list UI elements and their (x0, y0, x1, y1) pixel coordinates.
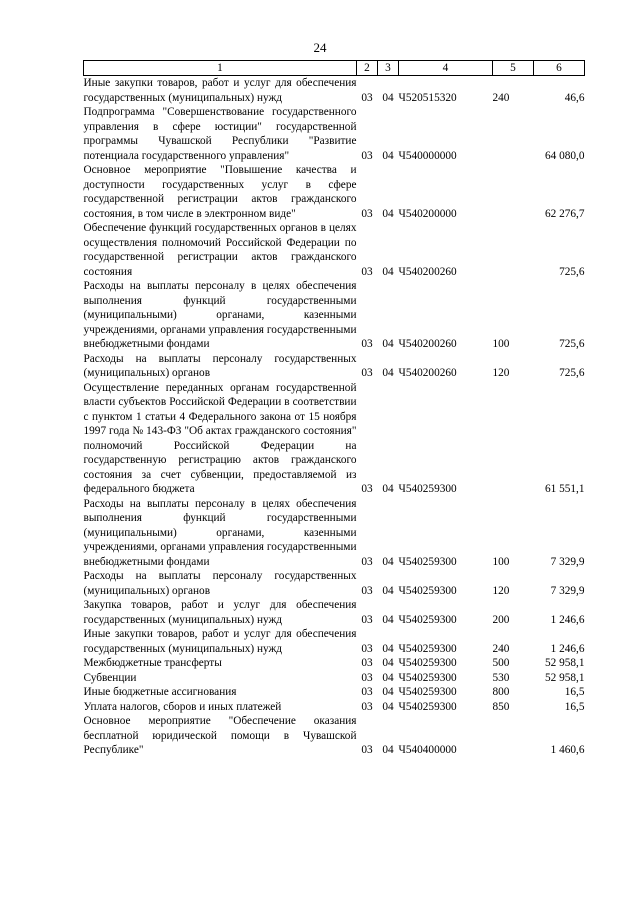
table-row (84, 700, 585, 715)
row-amount: 1 246,6 (550, 642, 585, 655)
row-section: 03 (361, 91, 373, 104)
header-col-2: 2 (357, 61, 378, 76)
table-row (84, 714, 585, 758)
table-row (84, 105, 585, 163)
row-target-code: Ч540259300 (398, 584, 457, 597)
row-section: 03 (361, 338, 373, 350)
row-name: Расходы на выплаты персоналу государственных (муниципальных) органов (83, 570, 357, 597)
header-col-4: 4 (399, 61, 493, 76)
row-section: 03 (361, 207, 373, 220)
row-section: 03 (361, 642, 373, 655)
row-section: 03 (361, 744, 373, 756)
header-col-3: 3 (378, 61, 399, 76)
row-target-code: Ч540259300 (398, 642, 457, 655)
row-name: Осуществление переданных органам государственной власти субъектов Российской Федерации в соответствии с пунктом 1 статьи 4 Федерального закона от 15 ноября 1997 года № 143-ФЗ "Об актах гражданского состояния" полномочий Российской Федерации на государственную регистрацию актов гражданского состояния за счет субвенции, предоставляемой из федерального бюджета (83, 381, 357, 495)
row-name: Основное мероприятие "Обеспечение оказания бесплатной юридической помощи в Чувашской Республике" (83, 715, 357, 756)
row-name: Иные бюджетные ассигнования (83, 686, 237, 698)
table-row (84, 627, 585, 656)
row-expense-type: 800 (492, 686, 510, 698)
row-section: 03 (361, 483, 373, 495)
row-subsection: 04 (382, 744, 394, 756)
row-amount: 725,6 (559, 338, 585, 350)
row-name: Расходы на выплаты персоналу в целях обеспечения выполнения функций государственными (муниципальными) органами, казенными учреждениями, органами управления государственными внебюджетными фондами (83, 280, 357, 350)
row-expense-type: 240 (492, 91, 510, 104)
row-expense-type: 850 (492, 700, 510, 713)
row-target-code: Ч540400000 (398, 744, 457, 756)
row-target-code: Ч540259300 (398, 657, 457, 669)
row-subsection: 04 (382, 584, 394, 597)
row-target-code: Ч540259300 (398, 483, 457, 495)
row-target-code: Ч540259300 (398, 686, 457, 698)
row-expense-type: 120 (492, 584, 510, 597)
row-amount: 725,6 (559, 265, 585, 278)
table-row (84, 497, 585, 570)
row-target-code: Ч540259300 (398, 700, 457, 713)
row-subsection: 04 (382, 483, 394, 495)
row-subsection: 04 (382, 207, 394, 220)
table-row (84, 279, 585, 352)
row-amount: 16,5 (564, 700, 585, 713)
row-expense-type: 240 (492, 642, 510, 655)
header-col-6: 6 (534, 61, 585, 76)
row-expense-type: 120 (492, 367, 510, 379)
table-header (84, 61, 585, 76)
row-target-code: Ч540000000 (398, 149, 457, 162)
row-name: Расходы на выплаты персоналу государственных (муниципальных) органов (83, 352, 357, 379)
row-amount: 64 080,0 (544, 149, 585, 162)
header-row (84, 61, 585, 76)
row-subsection: 04 (382, 555, 394, 568)
row-expense-type: 100 (492, 338, 510, 350)
header-col-5: 5 (493, 61, 534, 76)
row-name: Межбюджетные трансферты (83, 657, 222, 669)
table-row (84, 352, 585, 381)
row-target-code: Ч540259300 (398, 671, 457, 684)
row-amount: 62 276,7 (544, 207, 585, 220)
table-row (84, 381, 585, 497)
row-target-code: Ч540200260 (398, 265, 457, 278)
row-expense-type (493, 105, 534, 163)
row-subsection: 04 (382, 671, 394, 684)
row-section: 03 (361, 613, 373, 626)
row-name: Обеспечение функций государственных органов в целях осуществления полномочий Российской Федерации по государственной регистрации актов гражданского состояния (83, 222, 357, 278)
row-section: 03 (361, 149, 373, 162)
row-expense-type (493, 714, 534, 758)
row-subsection: 04 (382, 338, 394, 350)
row-expense-type: 200 (492, 613, 510, 626)
row-section: 03 (361, 657, 373, 669)
row-name: Иные закупки товаров, работ и услуг для обеспечения государственных (муниципальных) нужд (83, 628, 357, 655)
table-row (84, 656, 585, 671)
row-subsection: 04 (382, 265, 394, 278)
row-name: Уплата налогов, сборов и иных платежей (83, 700, 282, 713)
row-target-code: Ч540200260 (398, 367, 457, 379)
table-row (84, 221, 585, 279)
row-name: Основное мероприятие "Повышение качества и доступности государственных услуг в сфере государственной регистрации актов гражданского состояния, в том числе в электронном виде" (83, 164, 357, 220)
row-expense-type: 500 (492, 657, 510, 669)
table-row (84, 671, 585, 686)
row-target-code: Ч540259300 (398, 613, 457, 626)
row-subsection: 04 (382, 686, 394, 698)
row-name: Подпрограмма "Совершенствование государственного управления в сфере юстиции" государственной программы Чувашской Республики "Развитие потенциала государственного управления" (83, 106, 357, 162)
row-subsection: 04 (382, 367, 394, 379)
row-name: Расходы на выплаты персоналу в целях обеспечения выполнения функций государственными (муниципальными) органами, казенными учреждениями, органами управления государственными внебюджетными фондами (83, 497, 357, 568)
page-number: 24 (313, 40, 327, 55)
row-expense-type (493, 163, 534, 221)
row-amount: 52 958,1 (544, 671, 585, 684)
row-amount: 1 246,6 (550, 613, 585, 626)
row-amount: 52 958,1 (544, 657, 585, 669)
row-section: 03 (361, 265, 373, 278)
row-amount: 725,6 (559, 367, 585, 379)
row-target-code: Ч540200000 (398, 207, 457, 220)
row-subsection: 04 (382, 613, 394, 626)
row-amount: 1 460,6 (550, 744, 585, 756)
row-subsection: 04 (382, 700, 394, 713)
table-row (84, 685, 585, 700)
row-subsection: 04 (382, 657, 394, 669)
table-row (84, 76, 585, 106)
row-subsection: 04 (382, 149, 394, 162)
row-section: 03 (361, 671, 373, 684)
header-col-1: 1 (84, 61, 357, 76)
row-expense-type (493, 381, 534, 497)
row-amount: 7 329,9 (550, 584, 585, 597)
row-amount: 16,5 (564, 686, 585, 698)
row-name: Субвенции (83, 671, 137, 684)
row-section: 03 (361, 686, 373, 698)
row-amount: 61 551,1 (544, 483, 585, 495)
row-subsection: 04 (382, 642, 394, 655)
row-section: 03 (361, 555, 373, 568)
row-name: Закупка товаров, работ и услуг для обеспечения государственных (муниципальных) нужд (83, 599, 357, 626)
row-target-code: Ч520515320 (398, 91, 457, 104)
row-amount: 7 329,9 (550, 555, 585, 568)
row-expense-type (493, 221, 534, 279)
row-section: 03 (361, 700, 373, 713)
table-row (84, 163, 585, 221)
row-target-code: Ч540259300 (398, 555, 457, 568)
table-body (84, 76, 585, 758)
row-amount: 46,6 (564, 91, 585, 104)
row-target-code: Ч540200260 (398, 338, 457, 350)
row-section: 03 (361, 367, 373, 379)
row-subsection: 04 (382, 91, 394, 104)
row-expense-type: 100 (492, 555, 510, 568)
row-section: 03 (361, 584, 373, 597)
budget-table (83, 60, 585, 758)
row-name: Иные закупки товаров, работ и услуг для обеспечения государственных (муниципальных) нужд (83, 77, 357, 104)
table-row (84, 598, 585, 627)
table-row (84, 569, 585, 598)
row-expense-type: 530 (492, 671, 510, 684)
